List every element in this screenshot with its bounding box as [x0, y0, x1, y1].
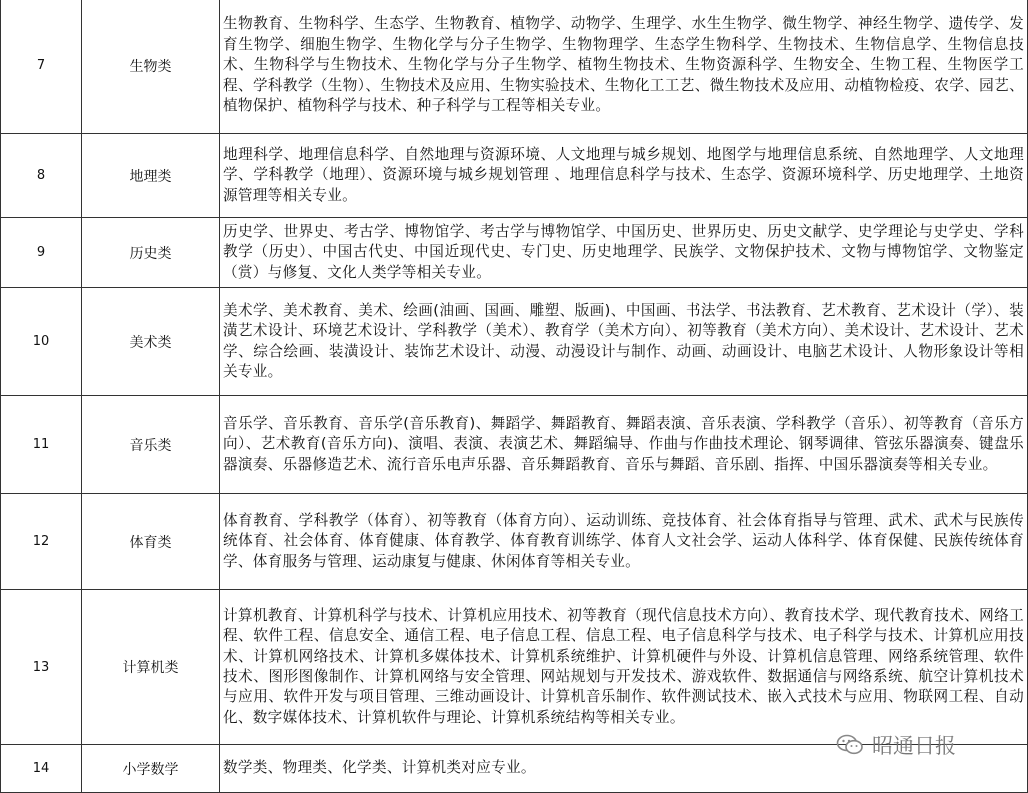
row-category: 生物类 [82, 0, 220, 134]
row-category: 音乐类 [82, 396, 220, 494]
row-description [220, 494, 1028, 590]
table-row [1, 590, 1028, 745]
row-description [220, 590, 1028, 745]
row-category: 地理类 [82, 134, 220, 218]
row-description [220, 218, 1028, 288]
row-description [220, 0, 1028, 134]
row-category: 体育类 [82, 494, 220, 590]
description-text: 数学类、物理类、化学类、计算机类对应专业。 [223, 759, 536, 777]
row-category: 小学数学 [82, 745, 220, 793]
row-number: 13 [1, 590, 82, 745]
row-number: 12 [1, 494, 82, 590]
row-category: 历史类 [82, 218, 220, 288]
table-row [1, 288, 1028, 396]
table-row [1, 0, 1028, 134]
row-number: 10 [1, 288, 82, 396]
row-description [220, 396, 1028, 494]
watermark [836, 730, 956, 760]
row-number: 8 [1, 134, 82, 218]
description-text: 体育教育、学科教学（体育）、初等教育（体育方向）、运动训练、竞技体育、社会体育指导与管理、武术、武术与民族传统体育、社会体育、体育健康、体育教学、体育教育训练学、体育人文社会学、运动人体科学、体育保健、民族传统体育学、体育服务与管理、运动康复与健康、休闲体育等相关专业。 [223, 511, 1024, 570]
row-number: 11 [1, 396, 82, 494]
row-number: 9 [1, 218, 82, 288]
table-row [1, 494, 1028, 590]
watermark-text: 昭通日报 [872, 734, 956, 758]
row-description [220, 288, 1028, 396]
row-category: 美术类 [82, 288, 220, 396]
description-text: 历史学、世界史、考古学、博物馆学、考古学与博物馆学、中国历史、世界历史、历史文献学、史学理论与史学史、学科教学（历史）、中国古代史、中国近现代史、专门史、历史地理学、民族学、文物保护技术、文物与博物馆学、文物鉴定（赏）与修复、文化人类学等相关专业。 [223, 222, 1024, 281]
row-description [220, 134, 1028, 218]
table-row [1, 218, 1028, 288]
description-text: 美术学、美术教育、美术、绘画(油画、国画、雕塑、版画)、中国画、书法学、书法教育、艺术教育、艺术设计（学）、装潢艺术设计、环境艺术设计、学科教学（美术）、教育学（美术方向）、初等教育（美术方向）、美术设计、艺术设计、艺术学、综合绘画、装潢设计、装饰艺术设计、动漫、动漫设计与制作、动画、动画设计、电脑艺术设计、人物形象设计等相关专业。 [223, 301, 1024, 380]
description-text: 音乐学、音乐教育、音乐学(音乐教育)、舞蹈学、舞蹈教育、舞蹈表演、音乐表演、学科教学（音乐）、初等教育（音乐方向）、艺术教育(音乐方向)、演唱、表演、表演艺术、舞蹈编导、作曲与作曲技术理论、钢琴调律、管弦乐器演奏、键盘乐器演奏、乐器修造艺术、流行音乐电声乐器、音乐舞蹈教育、音乐与舞蹈、音乐剧、指挥、中国乐器演奏等相关专业。 [223, 414, 1024, 473]
description-text: 计算机教育、计算机科学与技术、计算机应用技术、初等教育（现代信息技术方向）、教育技术学、现代教育技术、网络工程、软件工程、信息安全、通信工程、电子信息工程、信息工程、电子信息科学与技术、电子科学与技术、计算机应用技术、计算机网络技术、计算机多媒体技术、计算机系统维护、计算机硬件与外设、计算机信息管理、网络系统管理、软件技术、图形图像制作、计算机网络与安全管理、网站规划与开发技术、游戏软件、数据通信与网络系统、航空计算机技术与应用、软件开发与项目管理、三维动画设计、计算机音乐制作、软件测试技术、嵌入式技术与应用、物联网工程、自动化、数字媒体技术、计算机软件与理论、计算机系统结构等相关专业。 [223, 606, 1024, 726]
row-number: 7 [1, 0, 82, 134]
description-text: 生物教育、生物科学、生态学、生物教育、植物学、动物学、生理学、水生生物学、微生物学、神经生物学、遗传学、发育生物学、细胞生物学、生物化学与分子生物学、生物物理学、生态学生物科学、生物技术、生物信息学、生物信息技术、生物科学与生物技术、生物化学与分子生物学、植物生物技术、生物资源科学、生物安全、生物工程、生物医学工程、学科教学（生物）、生物技术及应用、生物实验技术、生物化工工艺、微生物技术及应用、动植物检疫、农学、园艺、植物保护、植物科学与技术、种子科学与工程等相关专业。 [223, 15, 1024, 115]
row-number: 14 [1, 745, 82, 793]
row-category: 计算机类 [82, 590, 220, 745]
description-text: 地理科学、地理信息科学、自然地理与资源环境、人文地理与城乡规划、地图学与地理信息系统、自然地理学、人文地理学、学科教学（地理）、资源环境与城乡规划管理 、地理信息科学与技术、生态学、资源环境科学、历史地理学、土地资源管理等相关专业。 [223, 145, 1024, 204]
table-row [1, 134, 1028, 218]
wechat-icon [836, 733, 864, 757]
table-row [1, 396, 1028, 494]
